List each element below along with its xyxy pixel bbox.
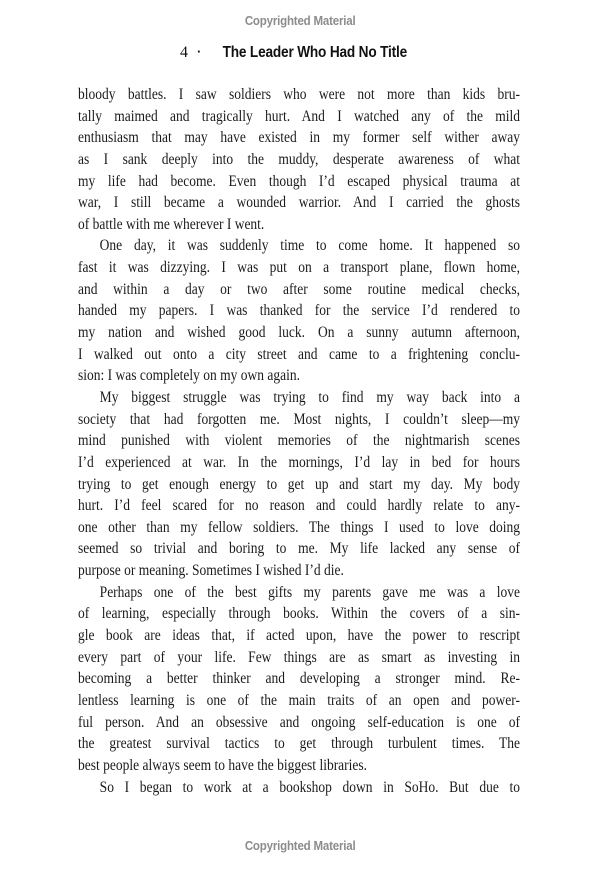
text-line: Perhaps one of the best gifts my parents gave me was a love [99,582,521,601]
body-text [78,84,520,798]
text-line: best people always seem to have the biggest libraries. [78,755,368,774]
text-line: as I sank deeply into the muddy, desperate awareness of what [78,149,521,168]
text-line: purpose or meaning. Sometimes I wished I’d die. [78,561,344,580]
text-line: So I began to work at a bookshop down in SoHo. But due to [99,777,521,796]
copyright-notice-bottom-text: Copyrighted Material [244,839,356,853]
text-line: gle book are ideas that, if acted upon, have the power to rescript [78,626,521,645]
text-line: my life had become. Even though I’d escaped physical trauma at [78,171,521,190]
text-line: of learning, especially through books. Within the covers of a sin- [78,604,521,623]
text-line: sion: I was completely on my own again. [78,366,300,385]
text-line: fast it was dizzying. I was put on a transport plane, flown home, [78,258,521,277]
copyright-notice-bottom [0,839,600,853]
header-separator-dot: · [197,44,202,59]
text-line: society that had forgotten me. Most nights, I couldn’t sleep—my [78,409,521,428]
text-line: of battle with me wherever I went. [78,214,265,233]
text-line: mind punished with violent memories of the nightmarish scenes [78,431,521,450]
text-line: lentless learning is one of the main traits of an open and power- [78,690,521,709]
copyright-notice-top [0,14,600,28]
text-line: becoming a better thinker and developing a stronger mind. Re- [78,669,521,688]
text-line: war, I still became a wounded warrior. And I carried the ghosts [78,193,521,212]
text-line: I’d experienced at war. In the mornings, I’d lay in bed for hours [78,452,521,471]
text-line: hurt. I’d feel scared for no reason and could hardly relate to any- [78,496,521,515]
text-line: enthusiasm that may have existed in my former self wither away [78,128,521,147]
text-line: ful person. And an obsessive and ongoing self-education is one of [78,712,521,731]
text-line: My biggest struggle was trying to find my way back into a [99,387,521,406]
text-line: and within a day or two after some routine medical checks, [78,279,521,298]
text-line: every part of your life. Few things are as smart as investing in [78,647,521,666]
text-line: One day, it was suddenly time to come home. It happened so [99,236,521,255]
text-line: one other than my fellow soldiers. The things I used to love doing [78,517,521,536]
page-number: 4 [180,44,189,61]
text-line: trying to get enough energy to get up and start my day. My body [78,474,521,493]
text-line: I walked out onto a city street and came to a frightening conclu- [78,344,521,363]
copyright-notice-top-text: Copyrighted Material [244,14,356,28]
text-line: handed my papers. I was thanked for the service I’d rendered to [78,301,521,320]
text-line: my nation and wished good luck. On a sunny autumn afternoon, [78,323,521,342]
text-line: the greatest survival tactics to get through turbulent times. The [78,734,521,753]
text-line: seemed so trivial and boring to me. My life lacked any sense of [78,539,521,558]
running-header [0,44,600,62]
text-line: bloody battles. I saw soldiers who were not more than kids bru- [78,85,521,103]
running-title: The Leader Who Had No Title [222,44,408,61]
text-line: tally maimed and tragically hurt. And I watched any of the mild [78,106,521,125]
